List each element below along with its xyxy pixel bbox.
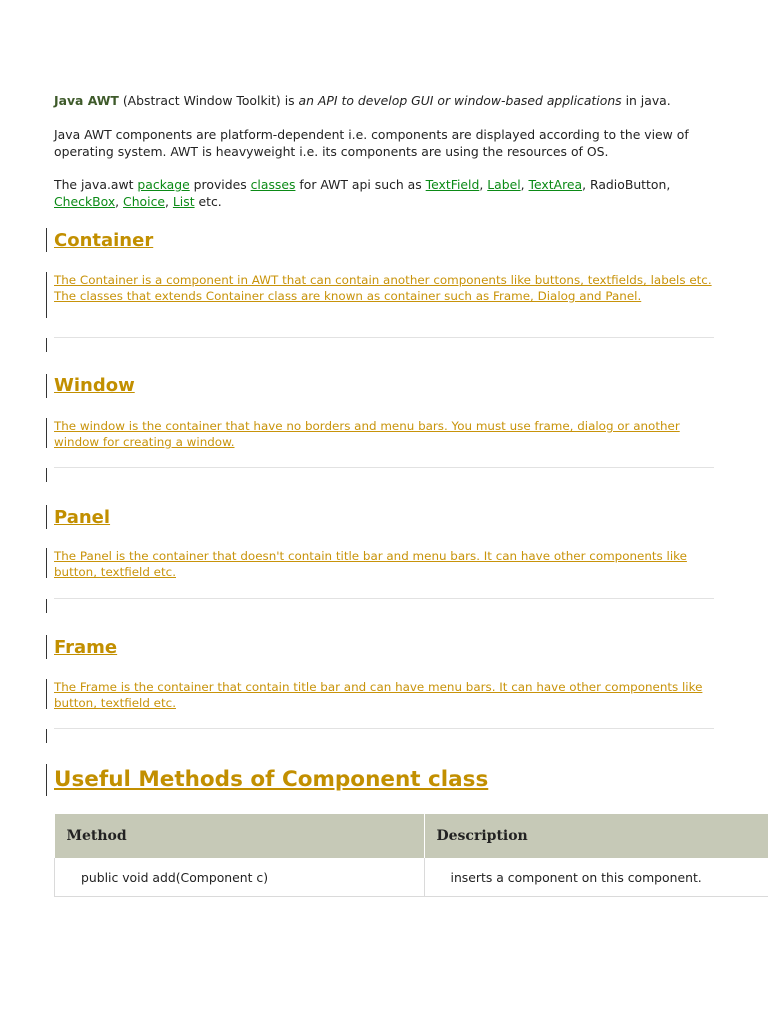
choice-link[interactable]: Choice — [123, 193, 166, 209]
panel-heading[interactable]: Panel — [54, 507, 111, 528]
p3-text: , — [115, 193, 124, 209]
heading-marker — [46, 635, 47, 659]
p3-text: , — [165, 193, 173, 209]
label-link[interactable]: Label — [487, 177, 521, 192]
text-marker — [46, 272, 47, 318]
package-link[interactable]: package — [137, 177, 190, 192]
text-marker — [46, 418, 47, 448]
checkbox-link[interactable]: CheckBox — [54, 193, 116, 209]
description-cell: inserts a component on this component. — [424, 858, 768, 897]
p3-text: , — [479, 177, 488, 192]
section-divider — [54, 467, 714, 468]
text-marker — [46, 548, 47, 578]
section-divider — [54, 598, 714, 599]
p3-text: , — [520, 177, 529, 192]
divider-marker — [46, 468, 47, 482]
table-header-row — [55, 814, 768, 858]
divider-marker — [46, 338, 47, 352]
section-divider — [54, 337, 714, 338]
method-column-header: Method — [55, 814, 425, 858]
textarea-link[interactable]: TextArea — [528, 177, 583, 192]
useful-methods-heading[interactable]: Useful Methods of Component class — [54, 767, 489, 792]
table-row — [55, 858, 768, 897]
description-column-header: Description — [424, 814, 768, 858]
textfield-link[interactable]: TextField — [425, 177, 480, 192]
window-heading[interactable]: Window — [54, 375, 135, 396]
text-marker — [46, 679, 47, 709]
divider-marker — [46, 729, 47, 743]
heading-marker — [46, 374, 47, 398]
container-heading[interactable]: Container — [54, 230, 154, 251]
heading-marker — [46, 764, 47, 796]
list-link[interactable]: List — [172, 193, 195, 209]
panel-description-link[interactable]: The Panel is the container that doesn't contain title bar and menu bars. It can have other components like button, textfield etc. — [54, 549, 687, 579]
intro-paragraph-1 — [54, 93, 714, 110]
divider-marker — [46, 599, 47, 613]
intro-emphasis: an API to develop GUI or window-based applications — [298, 93, 622, 108]
methods-table — [54, 814, 768, 897]
intro-tail: in java. — [621, 93, 671, 108]
java-awt-term: Java AWT — [54, 93, 119, 108]
classes-link[interactable]: classes — [250, 177, 296, 192]
p3-text: provides — [189, 177, 251, 192]
intro-paren-text: (Abstract Window Toolkit) is — [118, 93, 299, 108]
method-cell: public void add(Component c) — [55, 858, 425, 897]
intro-paragraph-2: Java AWT components are platform-dependent i.e. components are displayed according to the view of operating system. AWT is heavyweight i.e. its components are using the resources of OS. — [54, 127, 689, 159]
frame-heading[interactable]: Frame — [54, 637, 118, 658]
section-divider — [54, 728, 714, 729]
frame-description-link[interactable]: The Frame is the container that contain title bar and can have menu bars. It can have other components like button, textfield etc. — [54, 680, 703, 710]
window-description-link[interactable]: The window is the container that have no borders and menu bars. You must use frame, dialog or another window for creating a window. — [54, 419, 680, 449]
heading-marker — [46, 505, 47, 529]
intro-paragraph-3 — [54, 177, 714, 210]
p3-text: for AWT api such as — [295, 177, 426, 192]
p3-text: , RadioButton, — [582, 177, 671, 192]
p3-text: etc. — [194, 193, 222, 209]
p3-text: The java.awt — [54, 177, 138, 192]
heading-marker — [46, 228, 47, 252]
container-description-link[interactable]: The Container is a component in AWT that can contain another components like buttons, textfields, labels etc. The classes that extends Container class are known as container such as Frame, Dialog and Panel. — [54, 273, 712, 303]
